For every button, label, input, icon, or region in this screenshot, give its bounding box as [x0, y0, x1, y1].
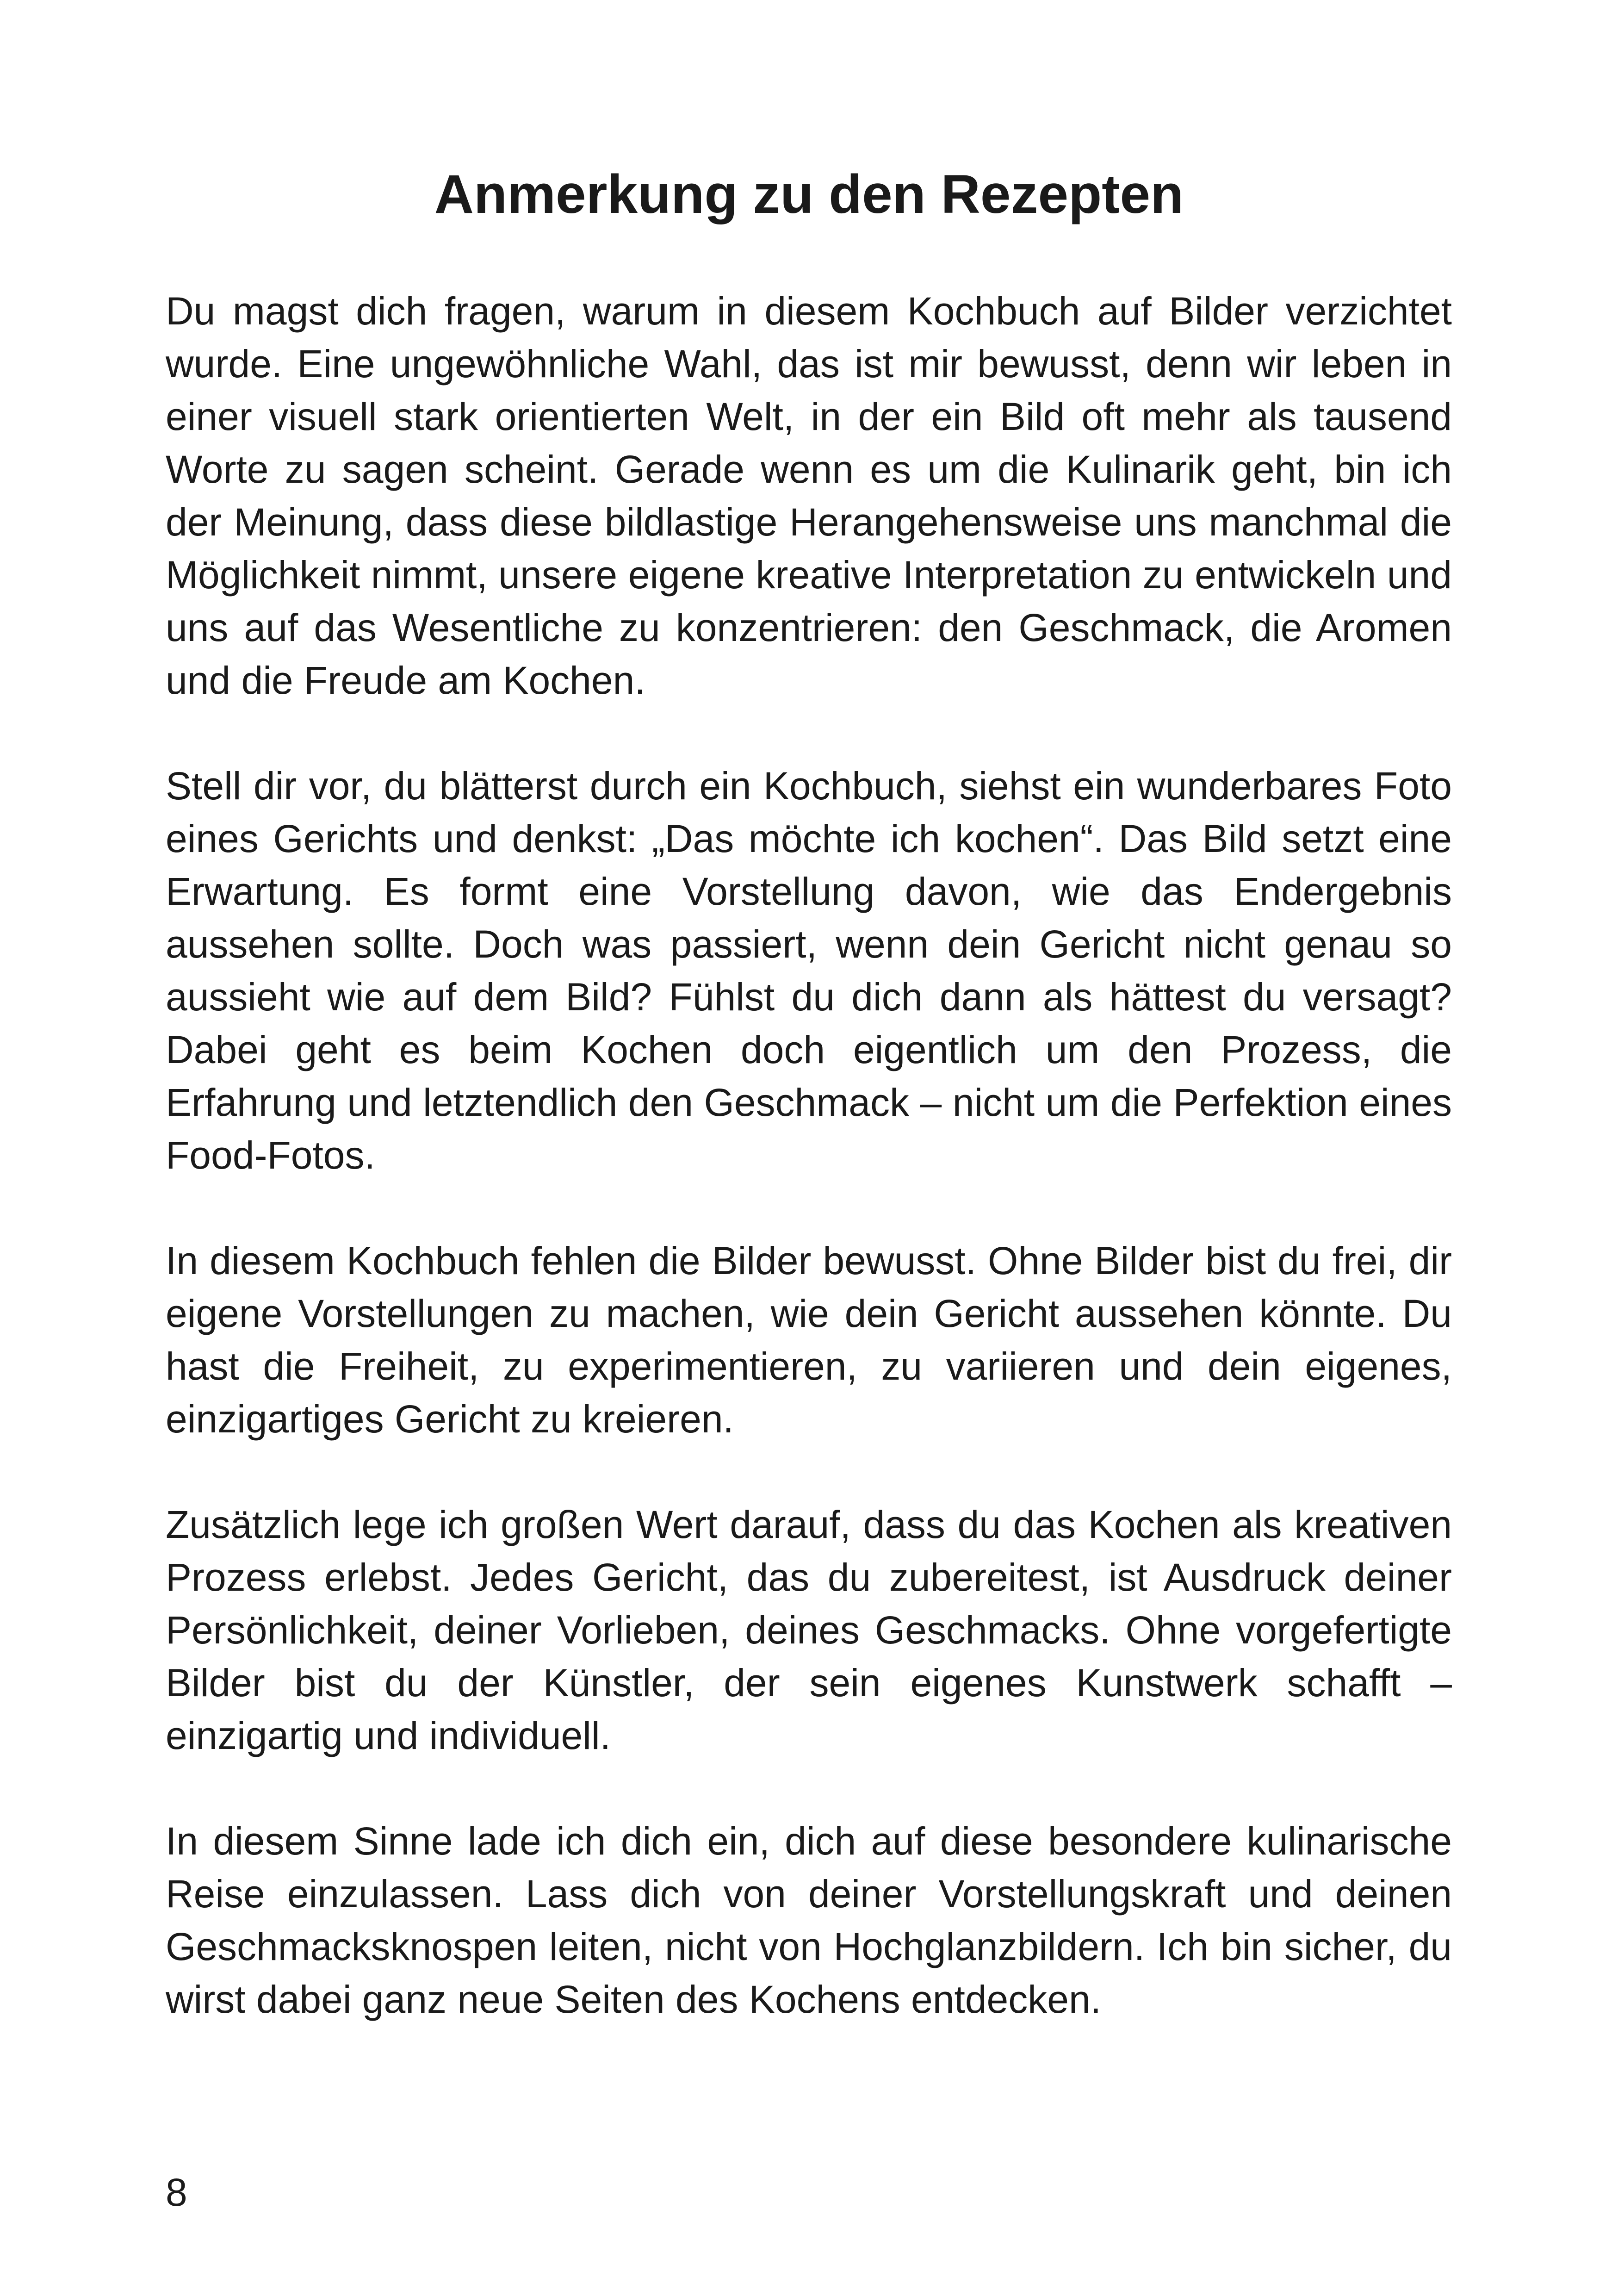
- paragraph-1: Du magst dich fragen, warum in diesem Kochbuch auf Bilder verzichtet wurde. Eine ungewöhnliche Wahl, das ist mir bewusst, denn wir leben in einer visuell stark orientierten Welt, in der ein Bild oft mehr als tausend Worte zu sagen scheint. Gerade wenn es um die Kulinarik geht, bin ich der Meinung, dass diese bildlastige Herangehensweise uns manchmal die Möglichkeit nimmt, unsere eigene kreative Interpretation zu entwickeln und uns auf das Wesentliche zu konzentrieren: den Geschmack, die Aromen und die Freude am Kochen.: [166, 289, 1452, 702]
- paragraph-2: Stell dir vor, du blätterst durch ein Kochbuch, siehst ein wunderbares Foto eines Gerichts und denkst: „Das möchte ich kochen“. Das Bild setzt eine Erwartung. Es formt eine Vorstellung davon, wie das Endergebnis aussehen sollte. Doch was passiert, wenn dein Gericht nicht genau so aussieht wie auf dem Bild? Fühlst du dich dann als hättest du versagt? Dabei geht es beim Kochen doch eigentlich um den Prozess, die Erfahrung und letztendlich den Geschmack – nicht um die Perfektion eines Food-Fotos.: [166, 764, 1452, 1177]
- paragraph-5: In diesem Sinne lade ich dich ein, dich auf diese besondere kulinarische Reise einzulassen. Lass dich von deiner Vorstellungskraft und deinen Geschmacksknospen leiten, nicht von Hochglanzbildern. Ich bin sicher, du wirst dabei ganz neue Seiten des Kochens entdecken.: [166, 1819, 1452, 2021]
- page-title: Anmerkung zu den Rezepten: [434, 164, 1184, 225]
- paragraph-4: Zusätzlich lege ich großen Wert darauf, dass du das Kochen als kreativen Prozess erlebst. Jedes Gericht, das du zubereitest, ist Ausdruck deiner Persönlichkeit, deiner Vorlieben, deines Geschmacks. Ohne vorgefertigte Bilder bist du der Künstler, der sein eigenes Kunstwerk schafft – einzigartig und individuell.: [166, 1503, 1452, 1757]
- body-text: [166, 285, 1452, 2078]
- page-number: 8: [166, 2171, 187, 2214]
- paragraph-3: In diesem Kochbuch fehlen die Bilder bewusst. Ohne Bilder bist du frei, dir eigene Vorstellungen zu machen, wie dein Gericht aussehen könnte. Du hast die Freiheit, zu experimentieren, zu variieren und dein eigenes, einzigartiges Gericht zu kreieren.: [166, 1239, 1452, 1441]
